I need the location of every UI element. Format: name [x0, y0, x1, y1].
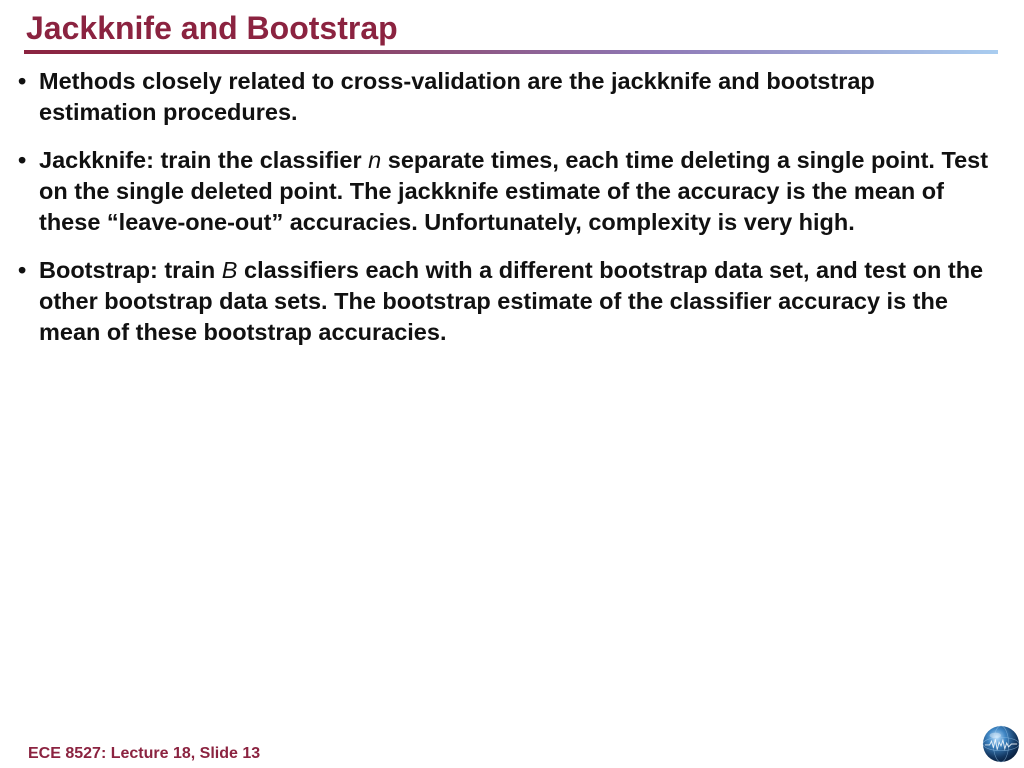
bullet-item-methods [18, 66, 993, 128]
bullet-text-before: Bootstrap: train [39, 257, 222, 283]
slide-title: Jackknife and Bootstrap [26, 10, 398, 46]
title-underline [24, 50, 998, 54]
globe-logo-icon [982, 725, 1020, 763]
bullet-item-bootstrap [18, 255, 993, 348]
variable-n: n [368, 147, 382, 173]
bullet-dot-icon: • [18, 68, 27, 94]
bullet-text: Methods closely related to cross-validation are the jackknife and bootstrap estimation procedures. [39, 68, 875, 125]
bullet-text-before: Jackknife: train the classifier [39, 147, 369, 173]
bullet-item-jackknife [18, 145, 993, 238]
bullet-text-after: classifiers each with a different bootstrap data set, and test on the other bootstrap data sets. The bootstrap estimate of the classifier accuracy is the mean of these bootstrap accuracies. [39, 257, 984, 345]
variable-b: B [221, 257, 238, 283]
footer-slide-label: ECE 8527: Lecture 18, Slide 13 [28, 745, 261, 762]
bullet-dot-icon: • [18, 257, 27, 283]
bullet-dot-icon: • [18, 147, 27, 173]
bullet-list [18, 66, 993, 365]
bullet-text-after: separate times, each time deleting a single point. Test on the single deleted point. The jackknife estimate of the accuracy is the mean of these “leave-one-out” accuracies. Unfortunately, complexity is very high. [39, 147, 989, 235]
